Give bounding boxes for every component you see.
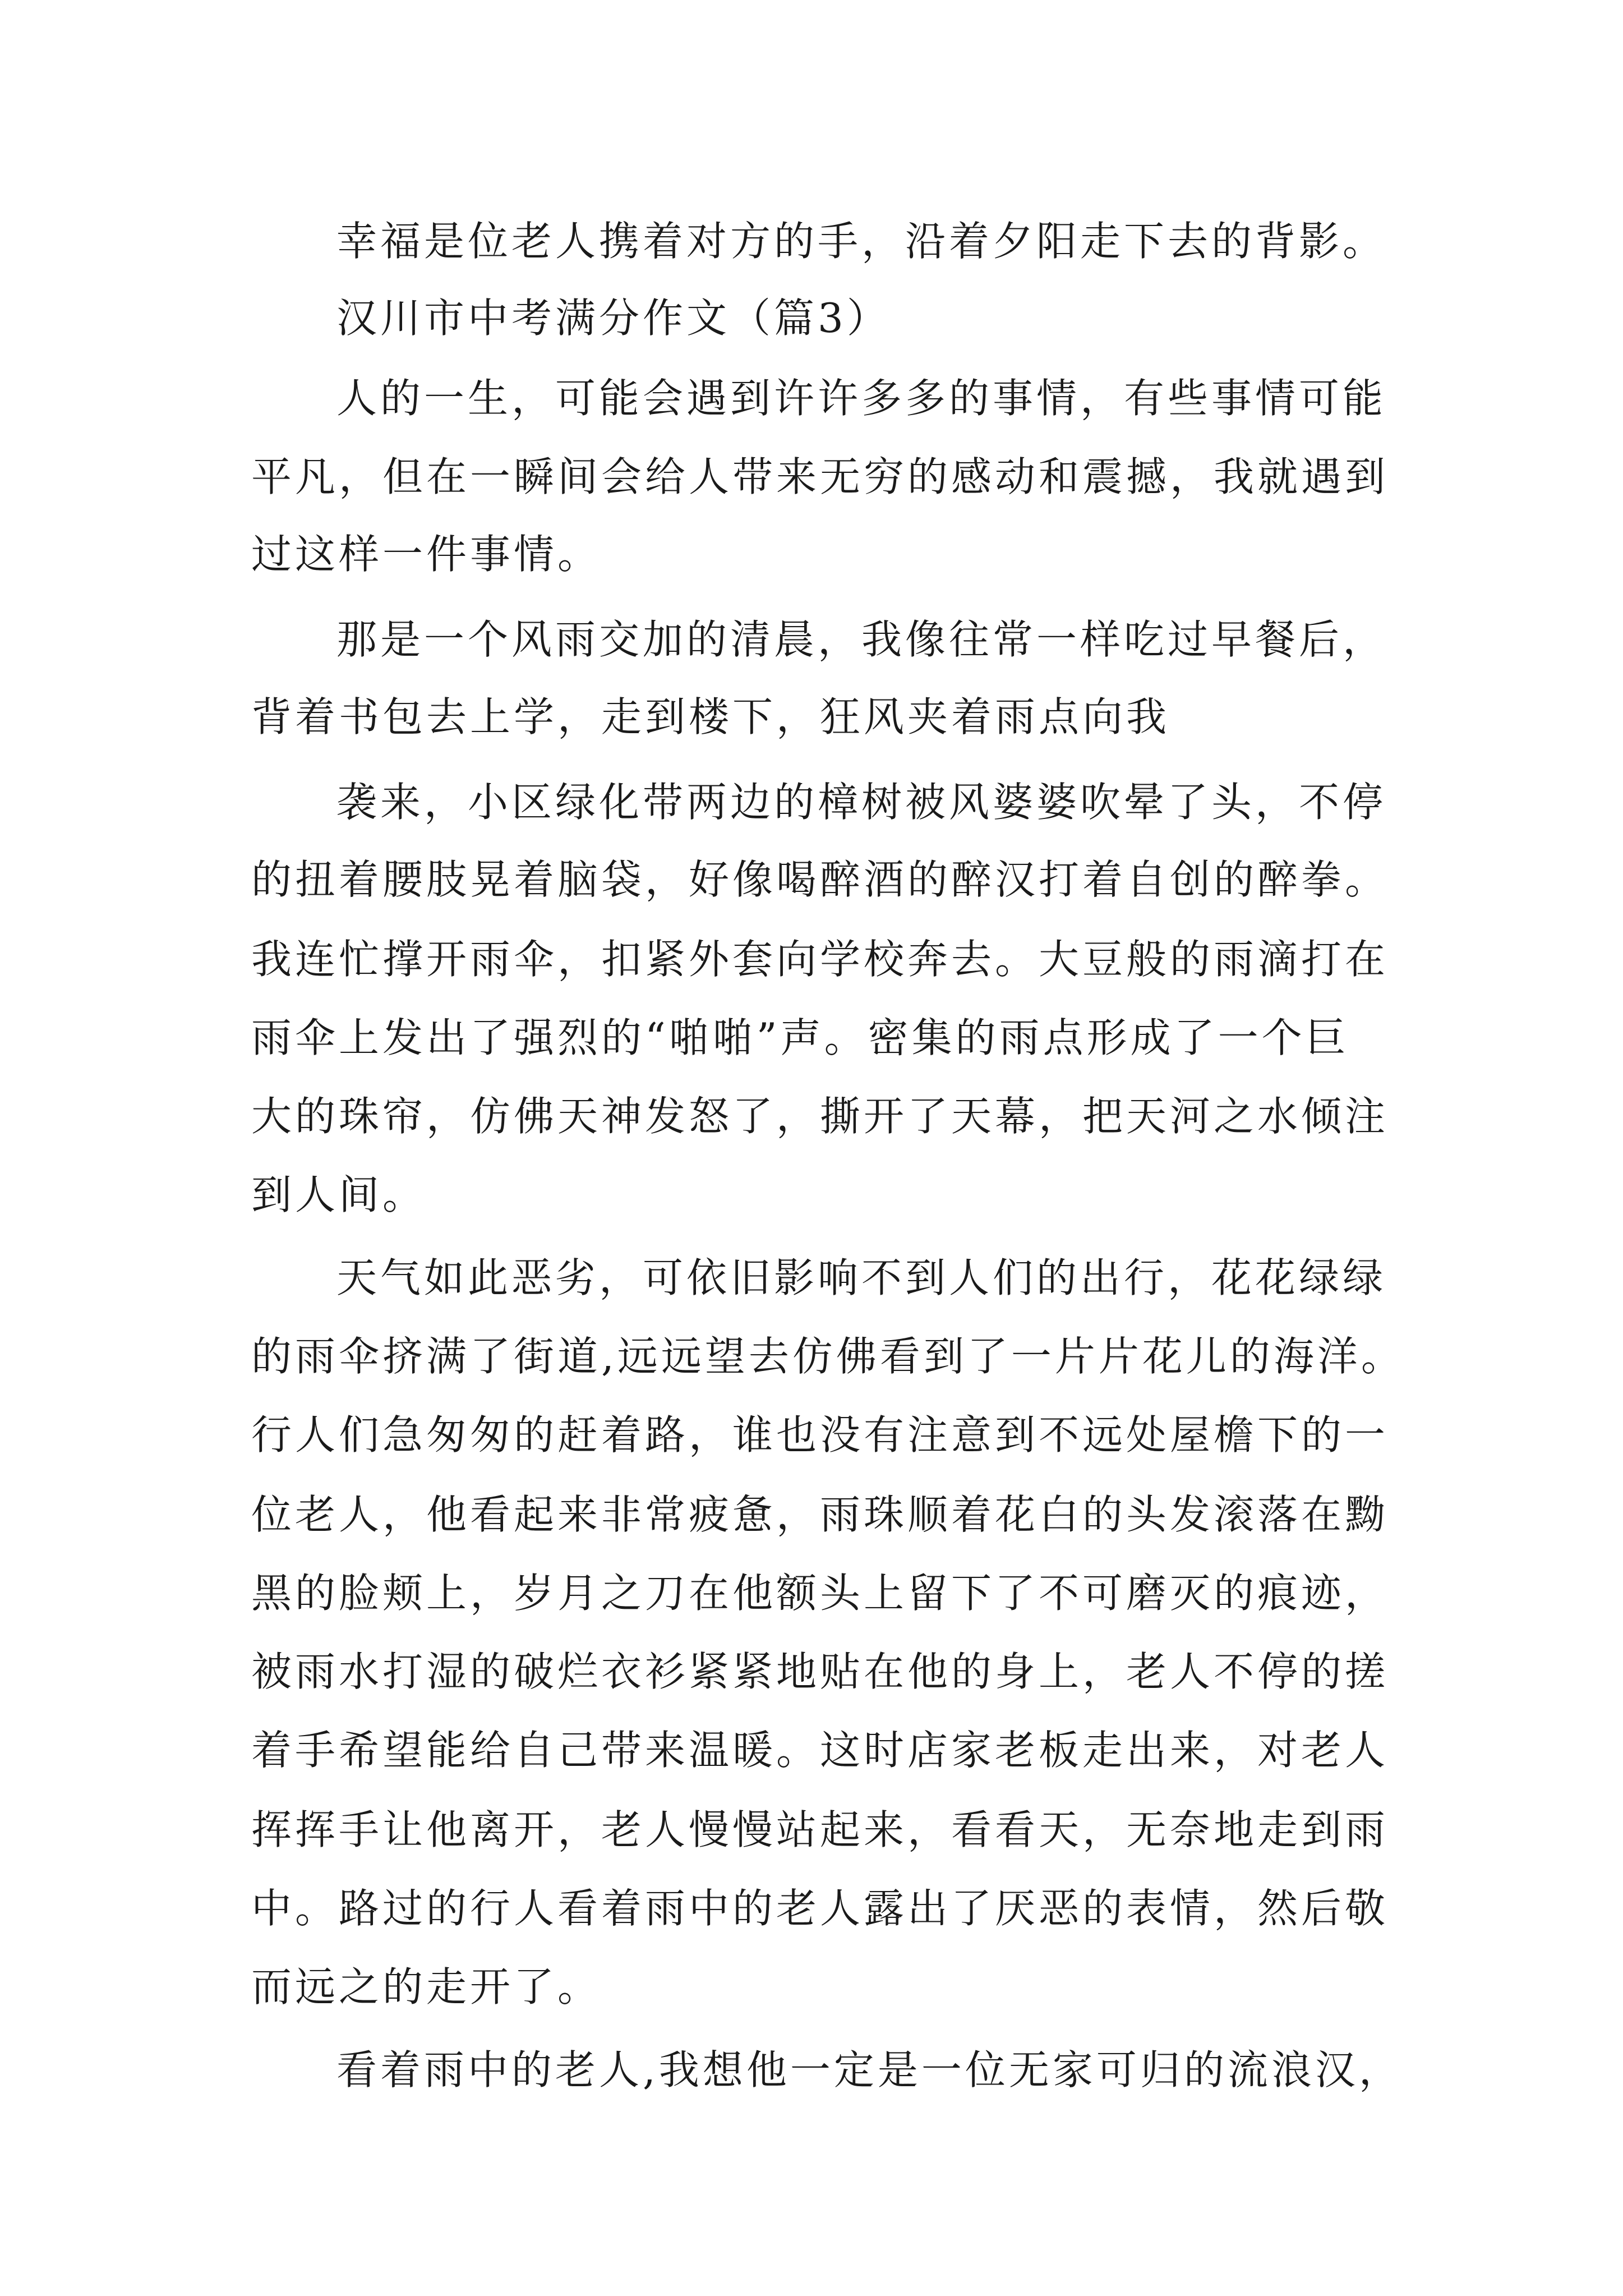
text-line-12: 大的珠帘，仿佛天神发怒了，撕开了天幕，把天河之水倾注 — [251, 1093, 1389, 1140]
text-line-6: 那是一个风雨交加的清晨，我像往常一样吃过早餐后， — [336, 616, 1387, 663]
text-line-21: 挥挥手让他离开，老人慢慢站起来，看看天，无奈地走到雨 — [251, 1806, 1389, 1853]
text-line-18: 黑的脸颊上，岁月之刀在他额头上留下了不可磨灭的痕迹， — [251, 1570, 1389, 1617]
text-line-10: 我连忙撑开雨伞，扣紧外套向学校奔去。大豆般的雨滴打在 — [251, 936, 1389, 983]
text-line-17: 位老人，他看起来非常疲惫，雨珠顺着花白的头发滚落在黝 — [251, 1491, 1389, 1538]
text-line-14: 天气如此恶劣，可依旧影响不到人们的出行，花花绿绿 — [336, 1254, 1387, 1301]
text-line-19: 被雨水打湿的破烂衣衫紧紧地贴在他的身上，老人不停的搓 — [251, 1648, 1389, 1695]
text-line-9: 的扭着腰肢晃着脑袋，好像喝醉酒的醉汉打着自创的醉拳。 — [251, 856, 1389, 903]
text-line-15: 的雨伞挤满了街道,远远望去仿佛看到了一片片花儿的海洋。 — [251, 1333, 1405, 1380]
text-line-4: 平凡，但在一瞬间会给人带来无穷的感动和震撼，我就遇到 — [251, 453, 1389, 500]
text-line-7: 背着书包去上学，走到楼下，狂风夹着雨点向我 — [251, 693, 1170, 740]
text-line-1: 幸福是位老人携着对方的手，沿着夕阳走下去的背影。 — [336, 218, 1387, 265]
text-line-23: 而远之的走开了。 — [251, 1963, 602, 2010]
text-line-24: 看着雨中的老人,我想他一定是一位无家可归的流浪汉， — [336, 2046, 1403, 2093]
text-line-13: 到人间。 — [251, 1171, 427, 1218]
text-line-5: 过这样一件事情。 — [251, 531, 602, 578]
text-line-22: 中。路过的行人看着雨中的老人露出了厌恶的表情，然后敬 — [251, 1885, 1389, 1932]
text-line-11: 雨伞上发出了强烈的“啪啪”声。密集的雨点形成了一个巨 — [251, 1014, 1349, 1061]
text-line-3: 人的一生，可能会遇到许许多多的事情，有些事情可能 — [336, 375, 1387, 422]
text-line-8: 袭来，小区绿化带两边的樟树被风婆婆吹晕了头，不停 — [336, 779, 1387, 826]
text-line-20: 着手希望能给自己带来温暖。这时店家老板走出来，对老人 — [251, 1727, 1389, 1774]
text-line-16: 行人们急匆匆的赶着路，谁也没有注意到不远处屋檐下的一 — [251, 1411, 1389, 1458]
section-heading: 汉川市中考满分作文（篇3） — [336, 295, 891, 342]
